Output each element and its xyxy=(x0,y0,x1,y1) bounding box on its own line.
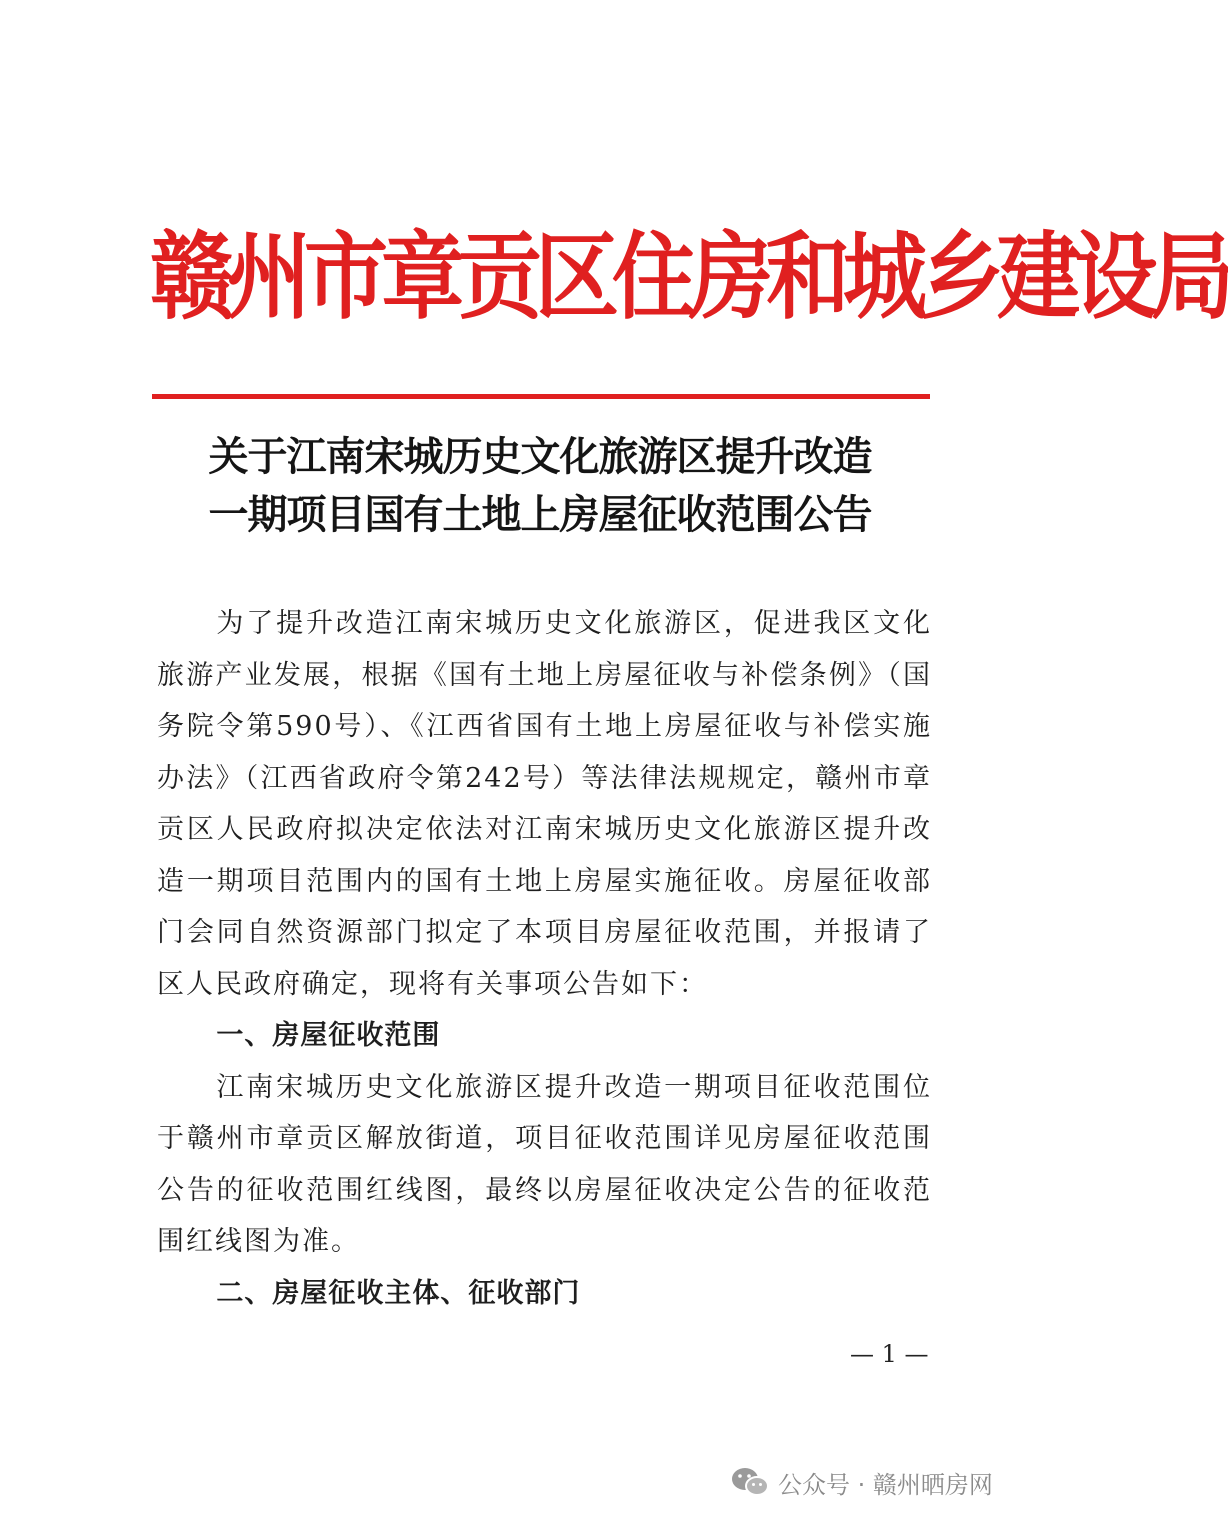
title-line-1: 关于江南宋城历史文化旅游区提升改造 xyxy=(208,433,872,480)
wechat-icon xyxy=(730,1465,770,1499)
agency-name: 赣州市章贡区住房和城乡建设局 xyxy=(150,222,1228,332)
section-heading-2: 二、房屋征收主体、征收部门 xyxy=(216,1277,581,1309)
watermark-text: 公众号 · 赣州晒房网 xyxy=(778,1470,993,1499)
document-title xyxy=(150,428,930,544)
red-divider xyxy=(152,394,930,399)
wechat-watermark xyxy=(730,1460,993,1504)
agency-header xyxy=(150,212,1228,342)
page-number: — 1 — xyxy=(850,1340,929,1368)
title-line-2: 一期项目国有土地上房屋征收范围公告 xyxy=(208,491,872,538)
intro-paragraph: 为了提升改造江南宋城历史文化旅游区，促进我区文化旅游产业发展，根据《国有土地上房屋征收与补偿条例》（国务院令第590号）、《江西省国有土地上房屋征收与补偿实施办法》（江西省政府令第242号）等法律法规规定，赣州市章贡区人民政府拟决定依法对江南宋城历史文化旅游区提升改造一期项目范围内的国有土地上房屋实施征收。房屋征收部门会同自然资源部门拟定了本项目房屋征收范围，并报请了区人民政府确定，现将有关事项公告如下： xyxy=(157,608,932,1000)
document-body xyxy=(157,598,932,1319)
scope-paragraph: 江南宋城历史文化旅游区提升改造一期项目征收范围位于赣州市章贡区解放街道，项目征收范围详见房屋征收范围公告的征收范围红线图，最终以房屋征收决定公告的征收范围红线图为准。 xyxy=(157,1071,932,1257)
section-heading-1: 一、房屋征收范围 xyxy=(216,1020,441,1051)
